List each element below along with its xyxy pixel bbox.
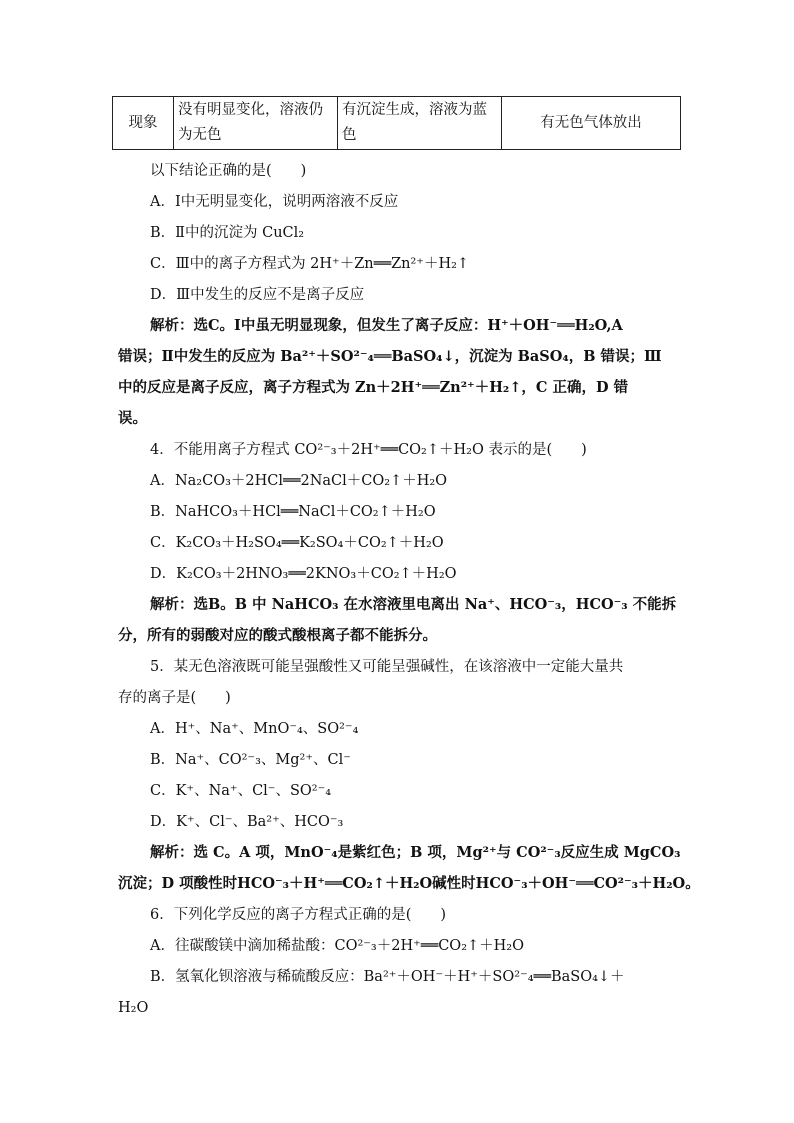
row-header-cell: 现象 (113, 97, 174, 150)
observation-table (112, 96, 681, 150)
q3-analysis-1: 解析：选C。Ⅰ中虽无明显现象，但发生了离子反应：H⁺＋OH⁻══H₂O,A (150, 317, 623, 334)
q3-stem: 以下结论正确的是( ) (150, 163, 307, 179)
q4-analysis-2: 分，所有的弱酸对应的酸式酸根离子都不能拆分。 (118, 627, 437, 644)
q5-stem-2: 存的离子是( ) (118, 690, 231, 706)
q6-option-b-cont: H₂O (118, 1000, 149, 1016)
q4-analysis-1: 解析：选B。B 中 NaHCO₃ 在水溶液里电离出 Na⁺、HCO⁻₃，HCO⁻₃ 不能拆 (150, 596, 677, 613)
q4-option-c: C．K₂CO₃＋H₂SO₄══K₂SO₄＋CO₂↑＋H₂O (150, 535, 444, 551)
cell-3: 有无色气体放出 (502, 97, 681, 150)
q6-stem: 6．下列化学反应的离子方程式正确的是( ) (150, 907, 447, 923)
q3-option-c: C．Ⅲ中的离子方程式为 2H⁺＋Zn══Zn²⁺＋H₂↑ (150, 256, 470, 272)
cell-1: 没有明显变化，溶液仍为无色 (174, 97, 338, 150)
q3-option-d: D．Ⅲ中发生的反应不是离子反应 (150, 287, 365, 303)
cell-2: 有沉淀生成，溶液为蓝色 (338, 97, 502, 150)
q5-option-d: D．K⁺、Cl⁻、Ba²⁺、HCO⁻₃ (150, 814, 344, 830)
q5-analysis-1: 解析：选 C。A 项，MnO⁻₄是紫红色；B 项，Mg²⁺与 CO²⁻₃反应生成 MgCO₃ (150, 844, 681, 861)
table-row (113, 97, 681, 150)
q6-option-a: A．往碳酸镁中滴加稀盐酸：CO²⁻₃＋2H⁺══CO₂↑＋H₂O (150, 938, 525, 954)
q5-stem-1: 5．某无色溶液既可能呈强酸性又可能呈强碱性，在该溶液中一定能大量共 (150, 659, 624, 675)
q4-option-b: B．NaHCO₃＋HCl══NaCl＋CO₂↑＋H₂O (150, 504, 436, 520)
q3-analysis-4: 误。 (118, 410, 147, 427)
q3-analysis-2: 错误；Ⅱ中发生的反应为 Ba²⁺＋SO²⁻₄══BaSO₄↓，沉淀为 BaSO₄，B 错误；Ⅲ (118, 348, 662, 365)
q4-stem: 4．不能用离子方程式 CO²⁻₃＋2H⁺══CO₂↑＋H₂O 表示的是( ) (150, 442, 587, 458)
q5-option-a: A．H⁺、Na⁺、MnO⁻₄、SO²⁻₄ (150, 721, 359, 737)
q5-option-b: B．Na⁺、CO²⁻₃、Mg²⁺、Cl⁻ (150, 752, 351, 768)
q3-analysis-3: 中的反应是离子反应，离子方程式为 Zn＋2H⁺══Zn²⁺＋H₂↑，C 正确，D 错 (118, 379, 629, 396)
q4-option-a: A．Na₂CO₃＋2HCl══2NaCl＋CO₂↑＋H₂O (150, 473, 448, 489)
q5-analysis-2: 沉淀；D 项酸性时HCO⁻₃＋H⁺══CO₂↑＋H₂O碱性时HCO⁻₃＋OH⁻══CO²⁻₃＋H₂O。 (118, 875, 700, 892)
q4-option-d: D．K₂CO₃＋2HNO₃══2KNO₃＋CO₂↑＋H₂O (150, 566, 457, 582)
q3-option-b: B．Ⅱ中的沉淀为 CuCl₂ (150, 225, 305, 241)
q3-option-a: A．Ⅰ中无明显变化，说明两溶液不反应 (150, 194, 399, 210)
q6-option-b: B．氢氧化钡溶液与稀硫酸反应：Ba²⁺＋OH⁻＋H⁺＋SO²⁻₄══BaSO₄↓＋ (150, 969, 625, 985)
q5-option-c: C．K⁺、Na⁺、Cl⁻、SO²⁻₄ (150, 783, 332, 799)
